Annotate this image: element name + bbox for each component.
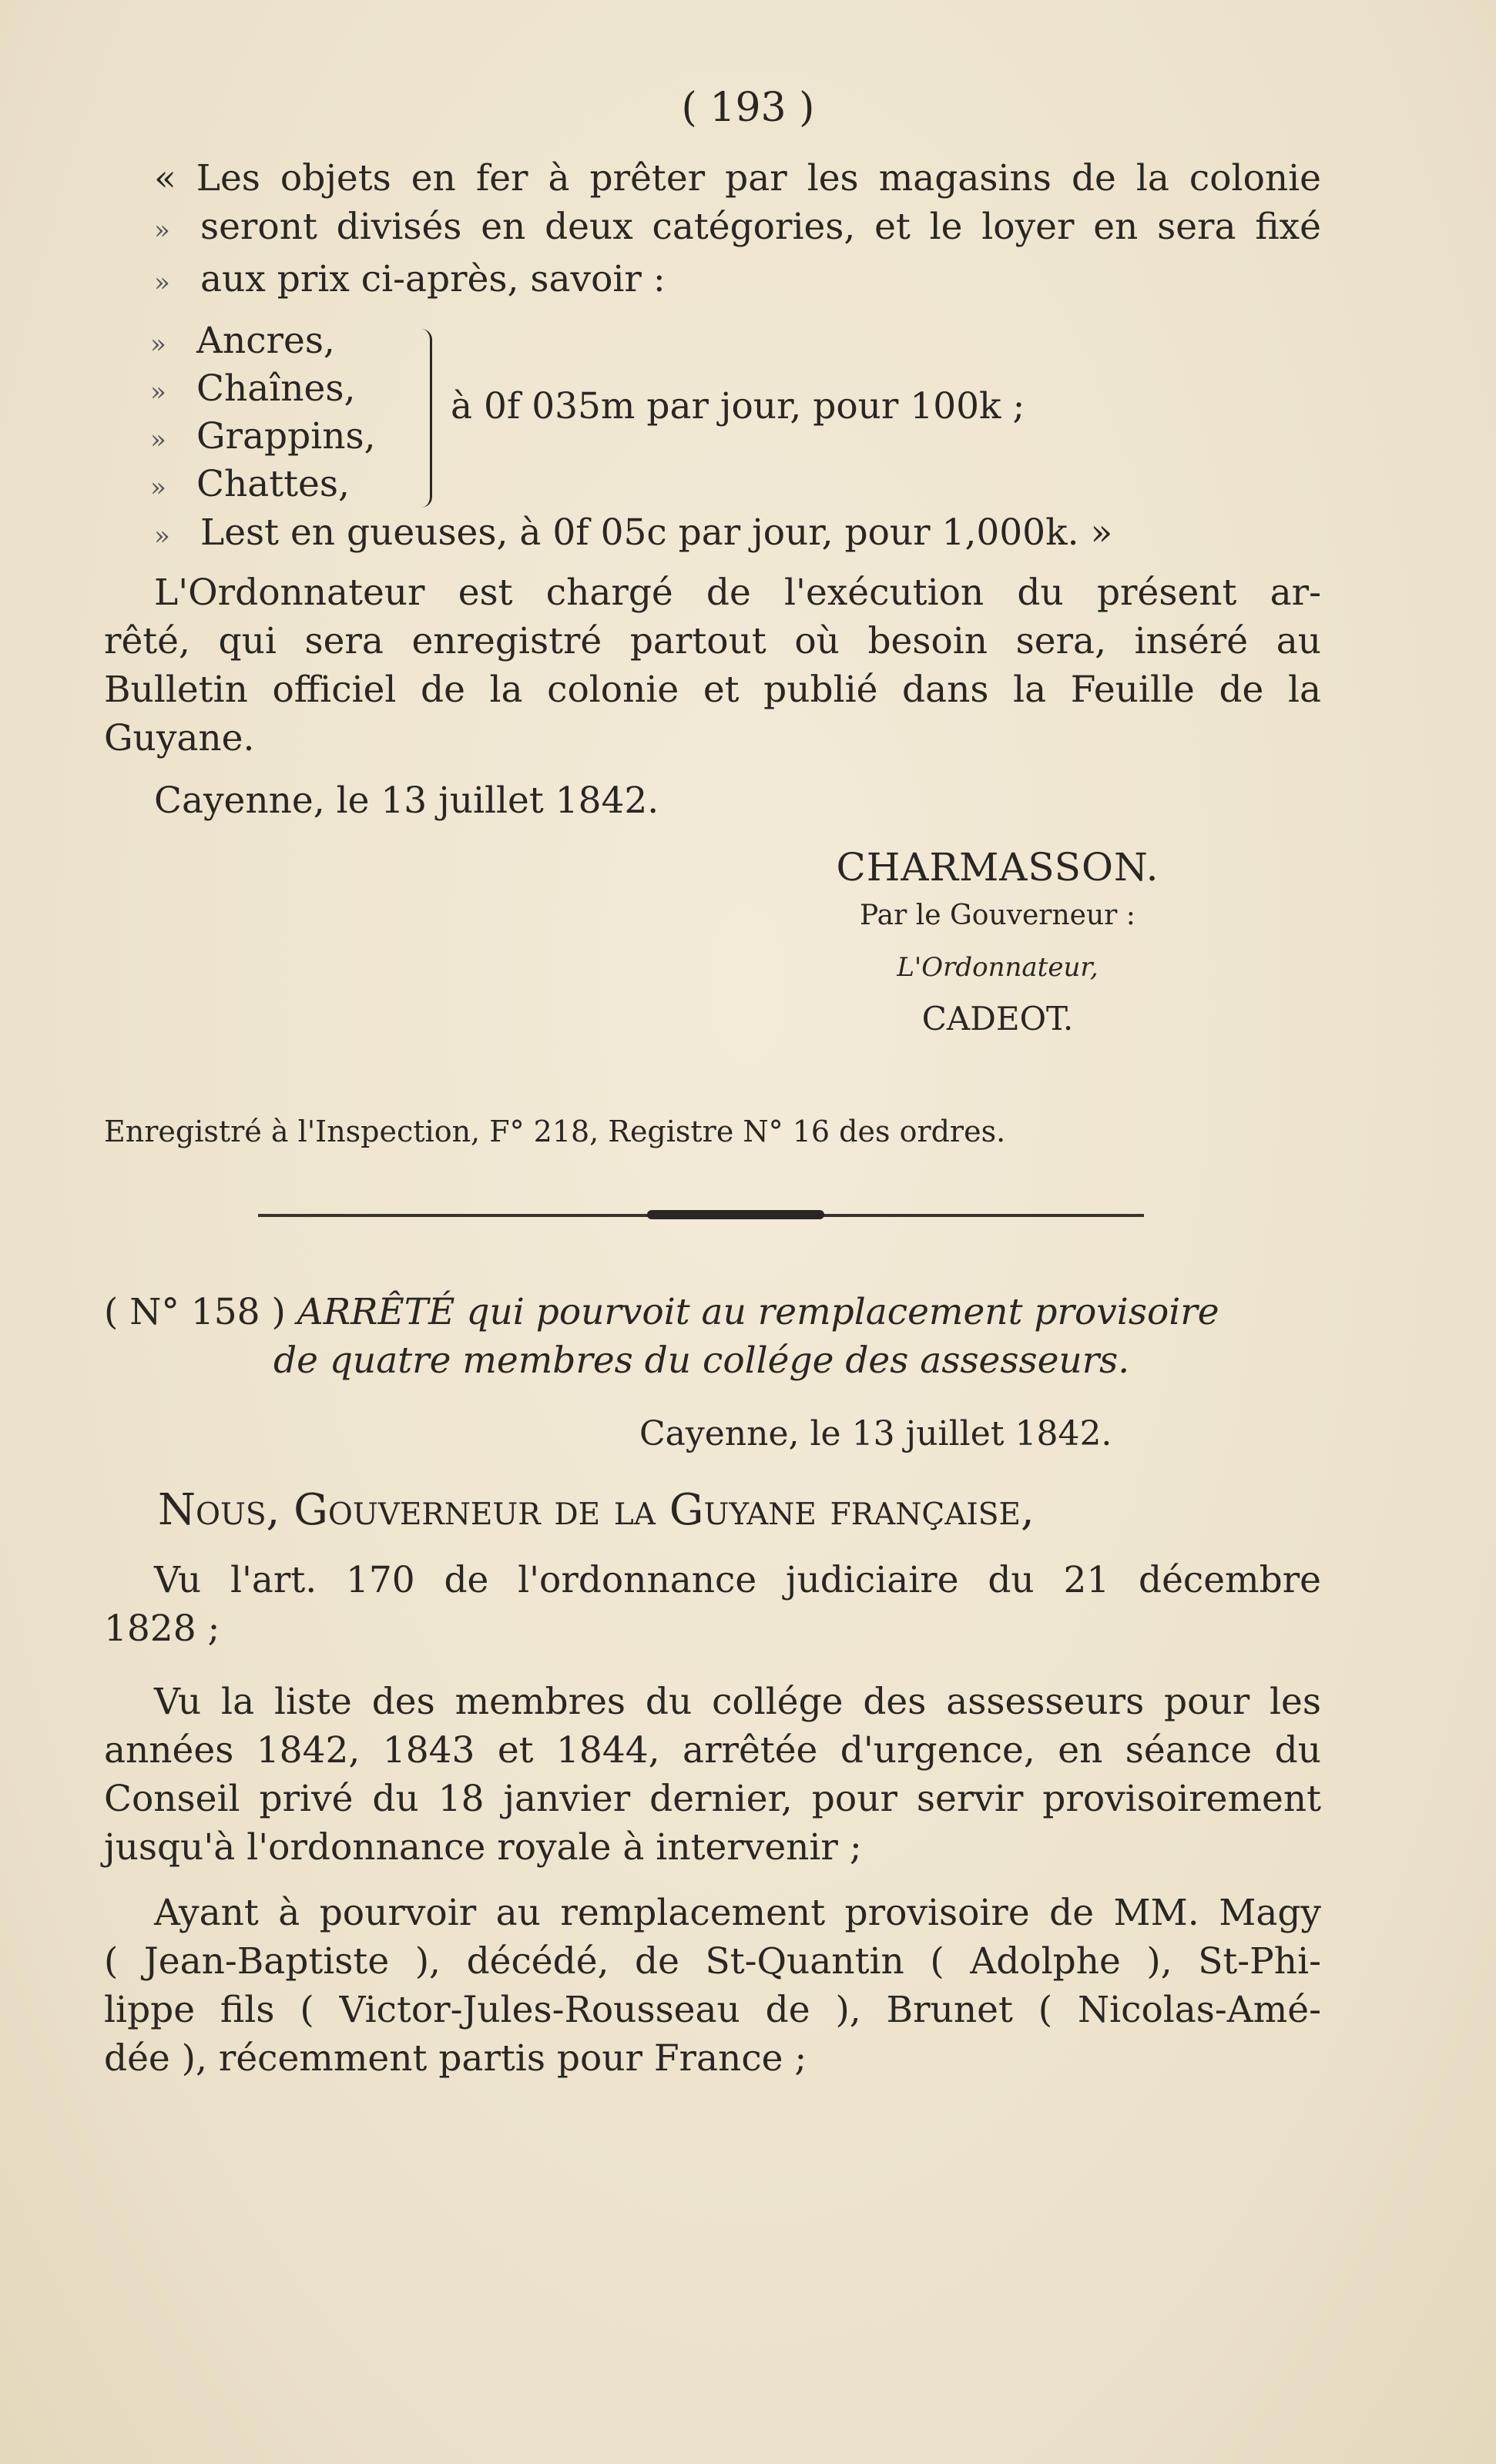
divider-ornament — [647, 1210, 824, 1219]
paragraph-line: rêté, qui sera enregistré partout où besoin sera, inséré au — [104, 620, 1321, 662]
registration-line: Enregistré à l'Inspection, F° 218, Registre N° 16 des ordres. — [104, 1115, 1006, 1148]
guillemet-marker: » — [154, 215, 170, 246]
decree-date: Cayenne, le 13 juillet 1842. — [639, 1414, 1112, 1453]
paragraph-line: Conseil privé du 18 janvier dernier, pour servir provisoirement — [104, 1778, 1321, 1820]
item-grappins: » Grappins, — [150, 415, 376, 458]
date-block — [104, 776, 1321, 825]
paragraph-line: ( Jean-Baptiste ), décédé, de St-Quantin ( Adolphe ), St-Phi- — [104, 1940, 1321, 1983]
paragraph-line: lippe fils ( Victor-Jules-Rousseau de ), Brunet ( Nicolas-Amé- — [104, 1989, 1321, 2031]
item-ancres: » Ancres, — [150, 320, 335, 362]
execution-paragraph — [104, 568, 1321, 763]
quote-block — [104, 154, 1321, 307]
paragraph-line: 1828 ; — [104, 1607, 220, 1650]
paragraph-line: Guyane. — [104, 717, 255, 759]
signature-block — [770, 842, 1225, 1042]
items-brace-group — [150, 320, 1152, 512]
item-chaines: » Chaînes, — [150, 367, 356, 410]
signature-by-governor: Par le Gouverneur : — [860, 900, 1135, 931]
brace-price: à 0f 035m par jour, pour 100k ; — [451, 385, 1025, 427]
decree-title-line2: de quatre membres du collége des assesseurs. — [273, 1339, 1130, 1382]
decree-date-block — [639, 1410, 1202, 1459]
paragraph-line: jusqu'à l'ordonnance royale à intervenir ; — [104, 1826, 862, 1869]
paragraph-line: Bulletin officiel de la colonie et publié dans la Feuille de la — [104, 669, 1321, 711]
quote-line-text: aux prix ci-après, savoir : — [200, 258, 666, 300]
ayant-paragraph — [104, 1889, 1321, 2083]
vu2-paragraph — [104, 1678, 1321, 1872]
item-chattes: » Chattes, — [150, 463, 350, 505]
date-line: Cayenne, le 13 juillet 1842. — [154, 779, 659, 822]
paragraph-line: dée ), récemment partis pour France ; — [104, 2037, 807, 2080]
nous-line: Nous, Gouverneur de la Guyane française, — [158, 1485, 1035, 1535]
signature-name2: CADEOT. — [921, 1000, 1074, 1038]
paragraph-line: Ayant à pourvoir au remplacement provisoire de MM. Magy — [154, 1892, 1321, 1934]
registration-block — [104, 1109, 1321, 1154]
decree-number: ( N° 158 ) — [104, 1291, 286, 1333]
paragraph-line: L'Ordonnateur est chargé de l'exécution du présent ar- — [154, 572, 1321, 614]
quote-line — [104, 203, 1321, 255]
curly-brace-icon — [416, 329, 432, 508]
nous-block — [104, 1483, 1321, 1538]
page-number: ( 193 ) — [681, 85, 815, 131]
vu1-paragraph — [104, 1556, 1321, 1653]
paragraph-line: Vu la liste des membres du collége des assesseurs pour les — [154, 1681, 1321, 1723]
quote-line — [104, 255, 1321, 307]
signature-role: L'Ordonnateur, — [897, 952, 1099, 983]
quote-line-text: seront divisés en deux catégories, et le loyer en sera fixé — [200, 206, 1321, 248]
paragraph-line: années 1842, 1843 et 1844, arrêtée d'urgence, en séance du — [104, 1729, 1321, 1772]
lest-line: » Lest en gueuses, à 0f 05c par jour, pour 1,000k. » — [154, 511, 1113, 554]
decree-title-line1: ( N° 158 ) ARRÊTÉ qui pourvoit au remplacement provisoire — [104, 1291, 1219, 1333]
paragraph-line: Vu l'art. 170 de l'ordonnance judiciaire du 21 décembre — [154, 1559, 1321, 1601]
lest-block — [104, 508, 1321, 561]
signature-name: CHARMASSON. — [836, 845, 1159, 890]
guillemet-marker: » — [154, 267, 170, 298]
quote-line: « Les objets en fer à prêter par les magasins de la colonie — [154, 157, 1321, 199]
decree-header — [104, 1288, 1321, 1385]
